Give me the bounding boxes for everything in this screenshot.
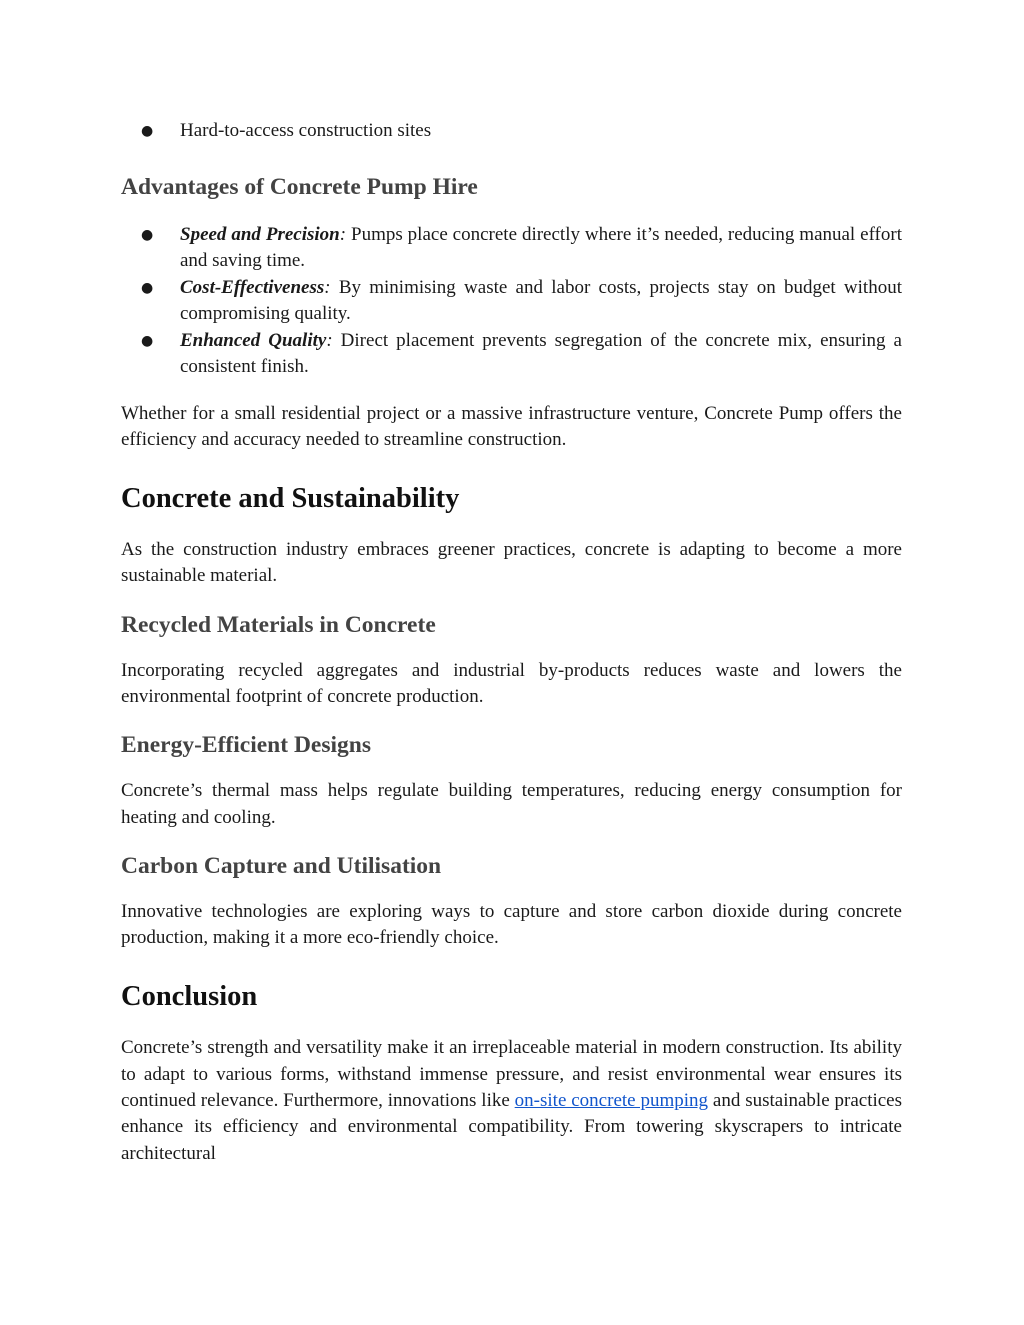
list-item-text: Hard-to-access construction sites [180, 120, 432, 141]
advantage-term: Cost-Effectiveness [180, 276, 325, 298]
bullet-icon: ● [141, 332, 154, 349]
advantage-term: Enhanced Quality [180, 329, 327, 351]
sites-bullet-list [121, 118, 902, 145]
advantage-text: By minimising waste and labor costs, projects stay on budget without compromising quality. [180, 276, 902, 324]
carbon-paragraph: Innovative technologies are exploring ways to capture and store carbon dioxide during concrete production, making it a more eco-friendly choice. [121, 900, 902, 949]
recycled-paragraph: Incorporating recycled aggregates and industrial by-products reduces waste and lowers the environmental footprint of concrete production. [121, 659, 902, 707]
advantages-paragraph: Whether for a small residential project or a massive infrastructure venture, Concrete Pump offers the efficiency and accuracy needed to streamline construction. [121, 402, 902, 450]
bullet-icon: ● [141, 226, 154, 243]
carbon-heading: Carbon Capture and Utilisation [121, 852, 442, 879]
list-item [121, 328, 902, 381]
energy-paragraph: Concrete’s thermal mass helps regulate building temperatures, reducing energy consumption for heating and cooling. [121, 780, 902, 828]
onsite-pumping-link[interactable]: on-site concrete pumping [514, 1090, 709, 1112]
advantages-bullet-list [121, 222, 902, 381]
document-page [121, 118, 902, 1167]
advantage-text: Direct placement prevents segregation of the concrete mix, ensuring a consistent finish. [180, 329, 902, 377]
advantage-term: Speed and Precision [180, 223, 340, 245]
recycled-heading: Recycled Materials in Concrete [121, 611, 436, 638]
energy-heading: Energy-Efficient Designs [121, 732, 371, 759]
list-item [121, 275, 902, 328]
advantages-heading: Advantages of Concrete Pump Hire [121, 173, 478, 200]
conclusion-text-end: and sustainable practices enhance its efficiency and environmental compatibility. From towering skyscrapers to intricate architectural [121, 1090, 903, 1164]
term-colon: : [339, 223, 347, 245]
conclusion-paragraph [121, 1035, 902, 1166]
sustainability-heading: Concrete and Sustainability [121, 483, 460, 515]
list-item [121, 222, 902, 275]
bullet-icon: ● [141, 279, 154, 296]
advantage-text: Pumps place concrete directly where it’s needed, reducing manual effort and saving time. [180, 223, 902, 271]
term-colon: : [326, 329, 333, 351]
conclusion-heading: Conclusion [121, 981, 258, 1013]
bullet-icon: ● [141, 123, 154, 139]
list-item [121, 118, 902, 145]
term-colon: : [324, 276, 331, 298]
sustainability-intro: As the construction industry embraces greener practices, concrete is adapting to become a more sustainable material. [121, 539, 902, 587]
conclusion-text-start: Concrete’s strength and versatility make it an irreplaceable material in modern construction. Its ability to adapt to various forms, withstand immense pressure, and resist environmental wear ensures its continued relevance. Furthermore, innovations like [121, 1037, 902, 1112]
